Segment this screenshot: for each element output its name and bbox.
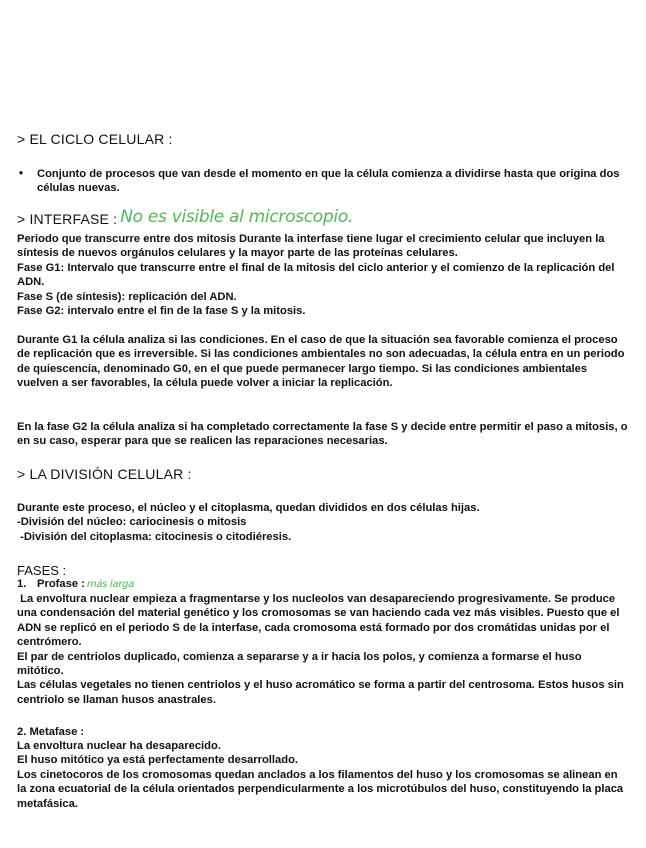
- profase-line: El par de centriolos duplicado, comienza a separarse y a ir hacia los polos, y comienza a formarse el huso mitótico.: [17, 650, 582, 678]
- division-line: -División del citoplasma: citocinesis o citodiéresis.: [17, 530, 292, 543]
- division-line: Durante este proceso, el núcleo y el citoplasma, quedan divididos en dos células hijas.: [17, 502, 480, 514]
- metafase-heading: 2. Metafase :: [17, 726, 85, 738]
- metafase-line: Los cinetocoros de los cromosomas quedan anclados a los filamentos del huso y los cromosomas se alinean en la zona ecuatorial de la célula orientados perpendicularmente a los microtúbulos del huso, constituyendo la placa metafásica.: [17, 768, 624, 810]
- fases-title: FASES :: [17, 563, 67, 578]
- metafase-line: La envoltura nuclear ha desaparecido.: [17, 740, 221, 752]
- profase-label: Profase :: [37, 578, 85, 590]
- bullet-text: Conjunto de procesos que van desde el momento en que la célula comienza a dividirse hasta que origina dos células nuevas.: [37, 168, 620, 195]
- interfase-body: [17, 232, 629, 318]
- metafase-body: [17, 739, 629, 811]
- division-body: [17, 501, 629, 544]
- handwritten-note-interfase: No es visible al microscopio.: [120, 207, 354, 227]
- g1-paragraph: Durante G1 la célula analiza si las condiciones. En el caso de que la situación sea favorable comienza el proceso de replicación que es irreversible. Si las condiciones ambientales no son adecuadas, la célula entra en un periodo de quiescencia, denominado G0, en el que puede permanecer largo tiempo. Si las condiciones ambientales vuelven a ser favorables, la célula puede volver a iniciar la replicación.: [17, 334, 625, 390]
- handwritten-note-profase: más larga: [86, 579, 134, 590]
- profase-line: Las células vegetales no tienen centriolos y el huso acromático se forma a partir del centrosoma. Estos husos sin centriolo se llaman husos anastrales.: [17, 679, 624, 706]
- bullet-marker: •: [19, 168, 24, 180]
- division-line: -División del núcleo: cariocinesis o mitosis: [17, 516, 247, 529]
- profase-line: La envoltura nuclear empieza a fragmentarse y los nucleolos van desapareciendo progresivamente. Se produce una condensación del material genético y los cromosomas se van haciendo cada vez más visibles. Puesto que el ADN se replicó en el periodo S de la interfase, cada cromosoma está formado por dos cromátidas unidas por el centrómero.: [17, 593, 623, 649]
- profase-heading: [17, 577, 629, 592]
- section-heading-ciclo-celular: > EL CICLO CELULAR :: [17, 131, 173, 147]
- section-heading-division-celular: > LA DIVISIÓN CELULAR :: [17, 466, 192, 482]
- section-heading-interfase: [17, 207, 629, 228]
- interfase-line: Fase G1: Intervalo que transcurre entre el final de la mitosis del ciclo anterior y el comienzo de la replicación del ADN.: [17, 261, 615, 289]
- metafase-line: El huso mitótico ya está perfectamente desarrollado.: [17, 754, 299, 767]
- interfase-line: Periodo que transcurre entre dos mitosis Durante la interfase tiene lugar el crecimiento celular que incluyen la síntesis de nuevos orgánulos celulares y la mayor parte de las proteínas celulares.: [17, 233, 605, 260]
- g2-paragraph: En la fase G2 la célula analiza si ha completado correctamente la fase S y decide entre permitir el paso a mitosis, o en su caso, esperar para que se realicen las reparaciones necesarias.: [17, 421, 628, 448]
- bullet-item: [19, 167, 627, 196]
- profase-number: 1.: [17, 578, 27, 590]
- interfase-heading-text: > INTERFASE :: [17, 211, 118, 227]
- profase-body: [17, 592, 629, 707]
- interfase-line: Fase S (de síntesis): replicación del ADN.: [17, 290, 237, 303]
- interfase-line: Fase G2: intervalo entre el fin de la fase S y la mitosis.: [17, 305, 306, 318]
